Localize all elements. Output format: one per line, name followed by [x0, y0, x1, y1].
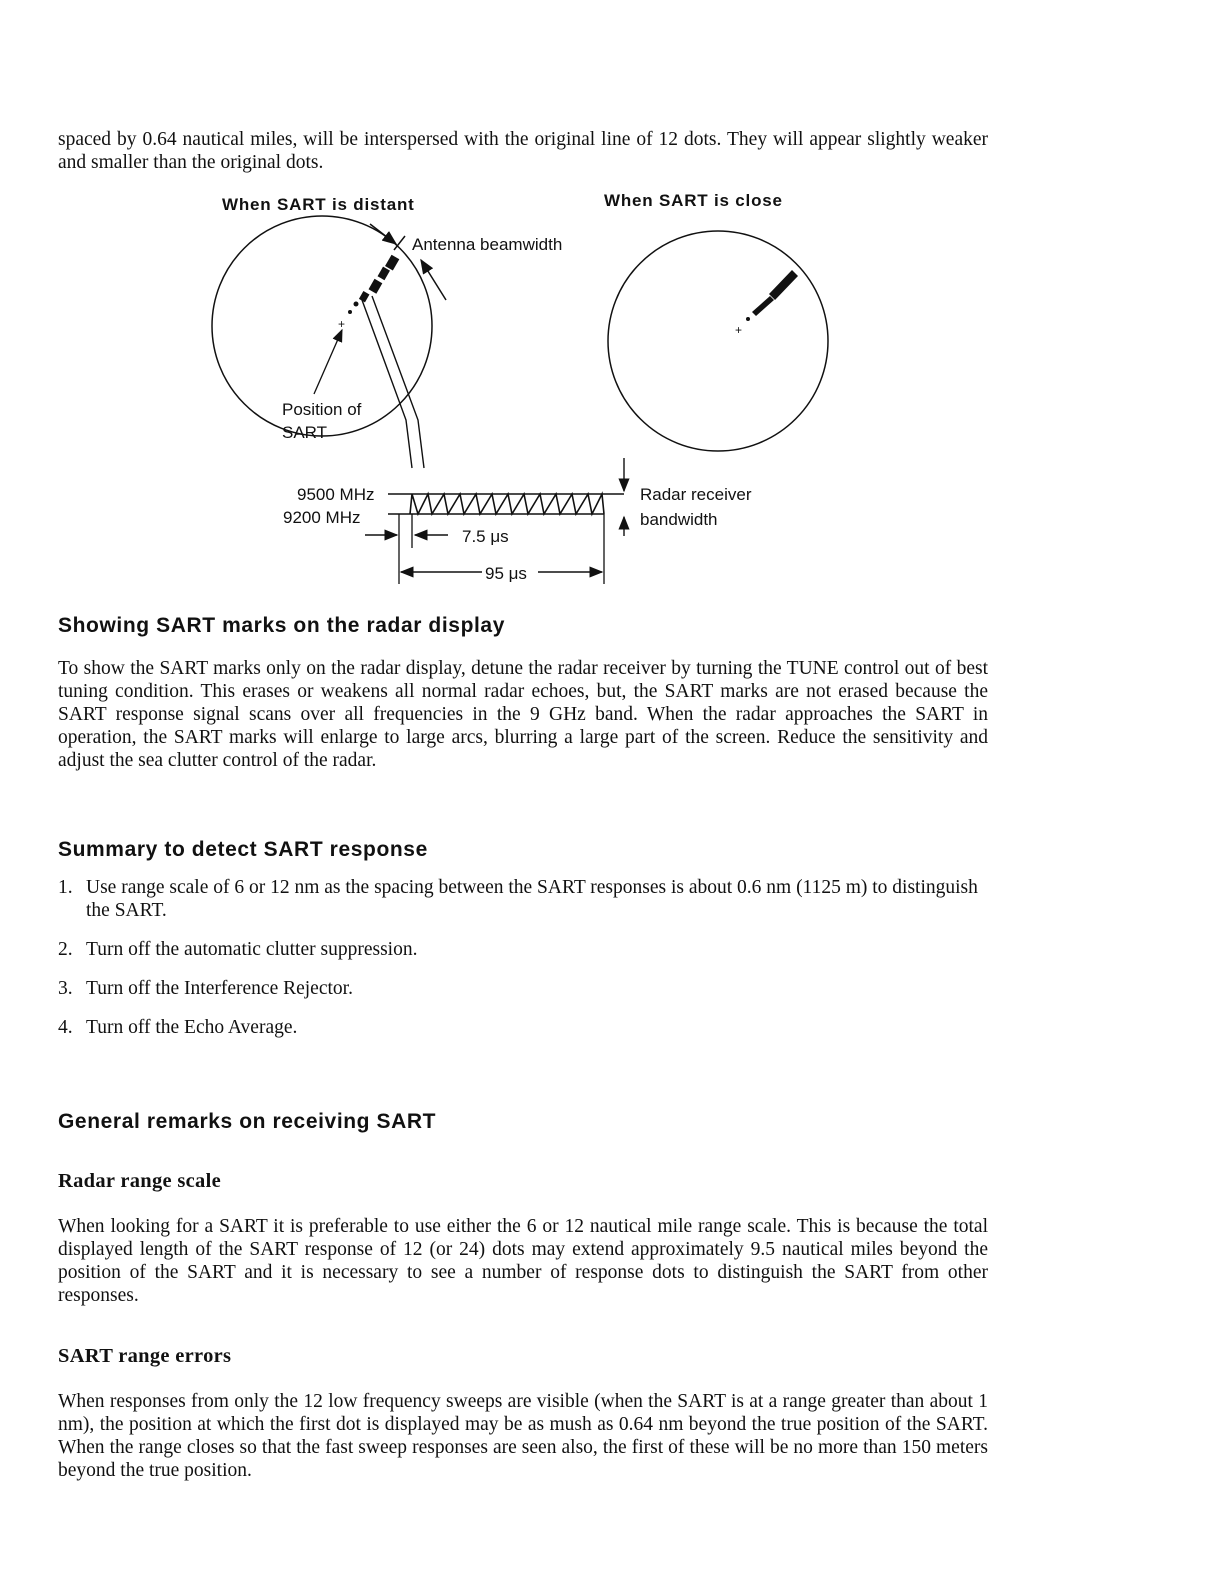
- intro-paragraph: spaced by 0.64 nautical miles, will be interspersed with the original line of 12 dots. They will appear slightly weaker and smaller than the original dots.: [58, 129, 988, 173]
- sart-dots-close: [746, 270, 798, 321]
- heading-general-remarks: General remarks on receiving SART: [58, 1110, 437, 1133]
- list-item: [58, 876, 988, 922]
- sart-position-plus-close: +: [735, 323, 743, 337]
- sart-response-diagram: [200, 188, 840, 598]
- receiver-bandwidth-label-2: bandwidth: [640, 510, 718, 529]
- label-sart-close: When SART is close: [604, 191, 783, 210]
- freq-9200-label: 9200 MHz: [283, 508, 361, 527]
- list-item-number: 4.: [58, 1017, 73, 1038]
- total-time-label: 95 μs: [485, 564, 527, 583]
- sart-dots-distant: [348, 255, 399, 314]
- position-of-sart-label-1: Position of: [282, 400, 362, 419]
- list-item-number: 1.: [58, 877, 73, 898]
- list-item-text: Turn off the automatic clutter suppression.: [86, 939, 418, 960]
- sweep-time-label: 7.5 μs: [462, 527, 509, 546]
- list-item-text: Turn off the Echo Average.: [86, 1017, 298, 1038]
- beamwidth-arrow-1: [370, 224, 396, 244]
- paragraph-showing-sart-marks: To show the SART marks only on the radar display, detune the radar receiver by turning the TUNE control out of best tuning condition. This erases or weakens all normal radar echoes, but, the SART marks are not erased because the SART response signal scans over all frequencies in the 9 GHz band. When the radar approaches the SART in operation, the SART marks will enlarge to large arcs, blurring a large part of the screen. Reduce the sensitivity and adjust the sea clutter control of the radar.: [58, 658, 988, 771]
- list-item: [58, 977, 988, 1000]
- beamwidth-arrow-2: [421, 260, 446, 300]
- paragraph-radar-range-scale: When looking for a SART it is preferable to use either the 6 or 12 nautical mile range scale. This is because the total displayed length of the SART response of 12 (or 24) dots may extend approximately 9.5 nautical miles beyond the position of the SART and it is necessary to see a number of response dots to distinguish the SART from other responses.: [58, 1216, 988, 1306]
- sart-position-plus-distant: +: [338, 317, 346, 331]
- list-item-text: Turn off the Interference Rejector.: [86, 978, 353, 999]
- heading-sart-range-errors: SART range errors: [58, 1345, 232, 1367]
- heading-summary-detect-sart: Summary to detect SART response: [58, 838, 428, 861]
- heading-radar-range-scale: Radar range scale: [58, 1170, 222, 1192]
- position-of-sart-label-2: SART: [282, 423, 328, 442]
- freq-9500-label: 9500 MHz: [297, 485, 375, 504]
- list-item: [58, 1016, 988, 1039]
- paragraph-sart-range-errors: When responses from only the 12 low frequency sweeps are visible (when the SART is at a range greater than about 1 nm), the position at which the first dot is displayed may be as mush as 0.64 nm beyond the true position of the SART. When the range closes so that the fast sweep responses are seen also, the first of these will be no more than 150 meters beyond the true position.: [58, 1391, 988, 1481]
- list-item: [58, 938, 988, 961]
- list-item-text: Use range scale of 6 or 12 nm as the spacing between the SART responses is about 0.6 nm (1125 m) to distinguish the SART.: [86, 877, 978, 921]
- antenna-beamwidth-label: Antenna beamwidth: [412, 235, 563, 254]
- heading-showing-sart-marks: Showing SART marks on the radar display: [58, 614, 505, 637]
- summary-steps-list: [58, 876, 988, 1055]
- label-sart-distant: When SART is distant: [222, 195, 415, 214]
- sweep-waveform: [410, 494, 604, 514]
- leader-line: [362, 296, 424, 468]
- list-item-number: 2.: [58, 939, 73, 960]
- position-arrow: [314, 330, 342, 394]
- receiver-bandwidth-label-1: Radar receiver: [640, 485, 752, 504]
- radar-display-close: [608, 231, 828, 451]
- list-item-number: 3.: [58, 978, 73, 999]
